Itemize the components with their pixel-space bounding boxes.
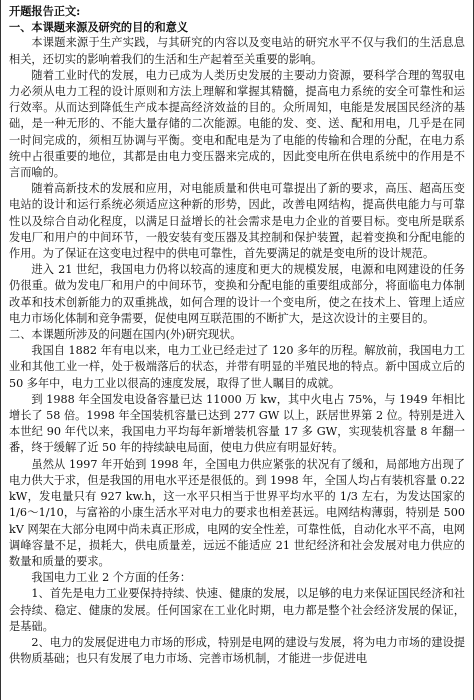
page-title: 开题报告正文:	[9, 4, 81, 18]
paragraph-capacity: 到 1988 年全国发电设备容量已达 11000 万 kw，其中火电占 75%，与 1949 年相比增长了 58 倍。1998 年全国装机容量已达到 277 GW 以上，跃居世界第 2 位。特别是进入本世纪 90 年代以来，我国电力平均每年新增装机容量 17 多 GW，实现装机容量 8 年翻一番，终于缓解了近 50 年的持续缺电局面，使电力供应有明显好转。	[9, 392, 465, 455]
paragraph-consumption: 虽然从 1997 年开始到 1998 年，全国电力供应紧张的状况有了缓和，局部地方出现了电力供大于求，但是我国的用电水平还是很低的。到 1998 年，全国人均占有装机容量 0.22 kW，发电量只有 927 kw.h，这一水平只相当于世界平均水平的 1/3 左右，为发达国家的 1/6～1/10，与富裕的小康生活水平对电力的要求也相差甚远。电网结构薄弱，特别是 500 kV 网架在大部分电网中尚未真正形成，电网的安全性差，可靠性低，自动化水平不高，电网调峰容量不足，损耗大，供电质量差，远远不能适应 21 世纪经济和社会发展对电力供应的数量和质量的要求。	[9, 457, 465, 568]
paragraph-industrial-era: 随着工业时代的发展，电力已成为人类历史发展的主要动力资源，要科学合理的驾驭电力必须从电力工程的设计原则和方法上理解和掌握其精髓，提高电力系统的安全可靠性和运行效率。从而达到降低生产成本提高经济效益的目的。众所周知，电能是发展国民经济的基础，是一种无形的、不能大量存储的二次能源。电能的发、变、送、配和用电，几乎是在同一时间完成的，须相互协调与平衡。变电和配电是为了电能的传输和合理的分配，在电力系统中占很重要的地位，其都是由电力变压器来完成的，因此变电所在供电系统中的作用是不言而喻的。	[9, 68, 465, 180]
paragraph-21st-century: 进入 21 世纪，我国电力仍将以较高的速度和更大的规模发展，电源和电网建设的任务仍很重。做为发电厂和用户的中间环节，变换和分配电能的重要组成部分，将面临电力体制改革和技术创新能力的双重挑战，如何合理的设计一个变电所，使之在技术上、管理上适应电力市场化体制和竞争需要，促使电网互联范围的不断扩大，是这次设计的主要目的。	[9, 263, 465, 325]
section-heading-purpose: 一、本课题来源及研究的目的和意义	[9, 20, 189, 35]
paragraph-task-2: 2、电力的发展促进电力市场的形成，特别是电网的建设与发展，将为电力市场的建设提供物质基础；也只有发展了电力市场、完善市场机制，才能进一步促进电	[9, 635, 465, 666]
paragraph-high-tech: 随着高新技术的发展和应用，对电能质量和供电可靠提出了新的要求，高压、超高压变电站的设计和运行系统必须适应这种新的形势，因此，改善电网结构，提高供电能力与可靠性以及综合自动化程度，以满足日益增长的社会需求是电力企业的首要目标。变电所是联系发电厂和用户的中间环节，一般安装有变压器及其控制和保护装置，起着变换和分配电能的作用。为了保证在这变电过程中的供电可靠性，首先要满足的就是变电所的设计规范。	[9, 182, 465, 261]
paragraph-task-1: 1、首先是电力工业要保持持续、快速、健康的发展，以足够的电力来保证国民经济和社会持续、稳定、健康的发展。任何国家在工业化时期，电力都是整个社会经济发展的保证，是基础。	[9, 587, 465, 633]
paragraph-history: 我国自 1882 年有电以来，电力工业已经走过了 120 多年的历程。解放前，我国电力工业和其他工业一样，处于极端落后的状态，并带有明显的半殖民地的特点。新中国成立后的 50 多年中，电力工业以很高的速度发展，取得了世人瞩目的成就。	[9, 344, 465, 390]
section-heading-status: 二、本课题所涉及的问题在国内(外)研究现状。	[9, 328, 242, 342]
paragraph-tasks-intro: 我国电力工业 2 个方面的任务：	[31, 571, 192, 585]
paragraph-source: 本课题来源于生产实践，与其研究的内容以及变电站的研究水平不仅与我们的生活息息相关，还切实的影响着我们的生活和生产起着至关重要的影响。	[9, 36, 465, 66]
